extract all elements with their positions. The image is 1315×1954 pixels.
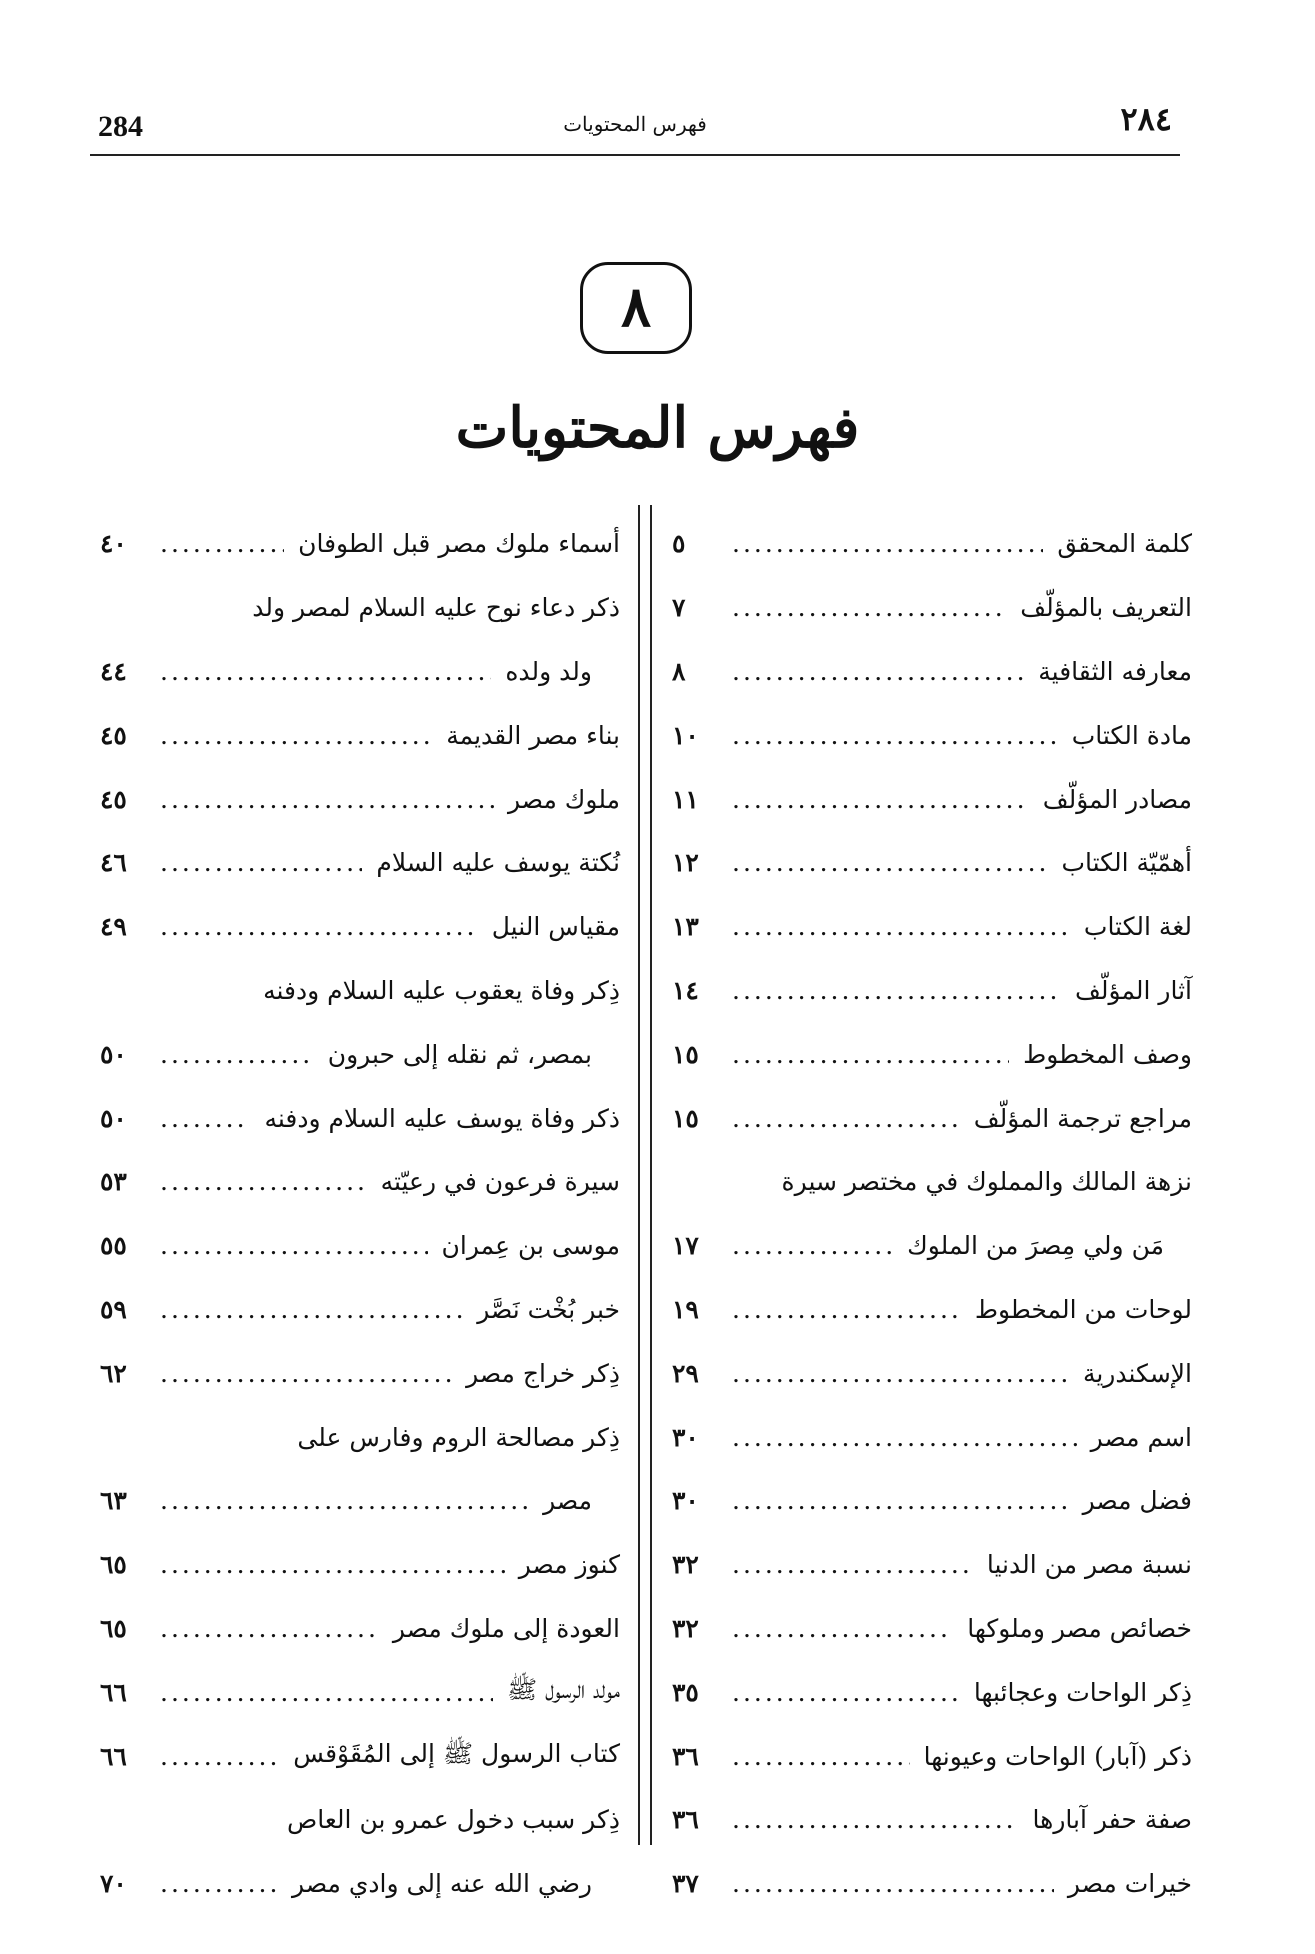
toc-entry <box>100 640 620 704</box>
toc-leader-dots <box>732 1040 1009 1069</box>
toc-leader-dots <box>732 848 1047 877</box>
toc-entry-page: ١٤ <box>672 975 699 1005</box>
toc-entry <box>672 576 1192 640</box>
toc-leader-dots <box>732 1486 1069 1515</box>
toc-entry <box>100 1341 620 1405</box>
toc-entry-page: ٣٧ <box>672 1869 699 1899</box>
toc-entry-title: ذكر وفاة يوسف عليه السلام ودفنه <box>264 1103 620 1133</box>
toc-leader-dots <box>160 721 432 750</box>
toc-entry <box>100 1724 620 1788</box>
toc-entry-title: وصف المخطوط <box>1023 1039 1192 1069</box>
toc-entry-page: ١٧ <box>672 1231 699 1261</box>
page-number-arabic: ٢٨٤ <box>1120 100 1172 138</box>
toc-entry-page: ١٥ <box>672 1039 699 1069</box>
toc-leader-dots <box>732 529 1043 558</box>
toc-entry-page: ١٢ <box>672 848 699 878</box>
toc-entry-title: موسى بن عِمران <box>441 1231 620 1261</box>
toc-entry <box>672 1469 1192 1533</box>
toc-leader-dots <box>732 593 1006 622</box>
toc-entry-page: ١٩ <box>672 1294 699 1324</box>
toc-entry-title: مادة الكتاب <box>1071 720 1192 750</box>
toc-entry-title: كنوز مصر <box>518 1550 620 1580</box>
toc-column-left <box>100 512 620 1916</box>
toc-entry-title: خبر بُخْت نَصَّر <box>477 1294 620 1324</box>
toc-entry <box>100 1660 620 1724</box>
toc-entry-title: ذكر (آبار) الواحات وعيونها <box>923 1741 1192 1771</box>
toc-entry-page: ٣٥ <box>672 1677 699 1707</box>
toc-entry <box>100 895 620 959</box>
toc-leader-dots <box>732 976 1061 1005</box>
toc-leader-dots <box>160 1614 379 1643</box>
toc-entry-page: ٣٢ <box>672 1550 699 1580</box>
toc-entry-title: لغة الكتاب <box>1083 912 1192 942</box>
toc-leader-dots <box>160 848 362 877</box>
toc-entry <box>672 959 1192 1023</box>
toc-entry <box>672 895 1192 959</box>
toc-leader-dots <box>732 1678 960 1707</box>
toc-leader-dots <box>732 1805 1019 1834</box>
column-divider <box>638 505 652 1845</box>
toc-entry-title: خيرات مصر <box>1067 1869 1192 1899</box>
toc-entry <box>672 1214 1192 1278</box>
toc-entry-page: ٤٥ <box>100 784 127 814</box>
toc-entry-page: ٦٥ <box>100 1550 127 1580</box>
toc-entry <box>100 1086 620 1150</box>
toc-entry-title: مولد الرسول ﷺ <box>506 1674 620 1704</box>
toc-entry <box>100 1278 620 1342</box>
toc-entry-page: ٦٦ <box>100 1741 127 1771</box>
toc-entry-page: ٧٠ <box>100 1869 127 1899</box>
toc-entry-page: ٥٠ <box>100 1039 127 1069</box>
toc-entry <box>100 1405 620 1469</box>
toc-entry-title: مصادر المؤلّف <box>1042 784 1192 814</box>
toc-leader-dots <box>732 1550 973 1579</box>
toc-entry-title: أسماء ملوك مصر قبل الطوفان <box>298 529 620 559</box>
toc-entry-title: التعريف بالمؤلّف <box>1020 593 1192 623</box>
toc-entry <box>100 1022 620 1086</box>
toc-entry-page: ١٠ <box>672 720 699 750</box>
toc-entry-page: ٥٥ <box>100 1231 127 1261</box>
toc-entry-page: ٤٤ <box>100 656 127 686</box>
toc-leader-dots <box>732 1104 960 1133</box>
toc-entry-title: ذِكر سبب دخول عمرو بن العاص <box>287 1805 620 1835</box>
toc-leader-dots <box>160 1359 452 1388</box>
toc-entry <box>672 1852 1192 1916</box>
toc-entry <box>672 1022 1192 1086</box>
toc-entry-title: كلمة المحقق <box>1057 529 1192 559</box>
toc-entry-title: ذِكر وفاة يعقوب عليه السلام ودفنه <box>263 975 620 1005</box>
toc-entry-page: ٥ <box>672 529 686 559</box>
toc-entry <box>672 1724 1192 1788</box>
toc-entry <box>100 1788 620 1852</box>
toc-entry <box>672 767 1192 831</box>
toc-entry-page: ٥٣ <box>100 1167 127 1197</box>
running-header <box>90 100 1180 156</box>
toc-entry-title: كتاب الرسول ﷺ إلى المُقَوْقس <box>293 1738 620 1768</box>
toc-leader-dots <box>160 1486 529 1515</box>
toc-leader-dots <box>160 1295 463 1324</box>
toc-leader-dots <box>732 912 1070 941</box>
toc-entry-page: ١٥ <box>672 1103 699 1133</box>
toc-entry <box>672 1533 1192 1597</box>
toc-leader-dots <box>160 1550 505 1579</box>
toc-entry-page: ٥٩ <box>100 1294 127 1324</box>
toc-entry-title: مقياس النيل <box>491 912 620 942</box>
toc-leader-dots <box>160 1678 493 1707</box>
toc-entry <box>672 1597 1192 1661</box>
toc-entry-title: رضي الله عنه إلى وادي مصر <box>292 1869 592 1899</box>
running-title: فهرس المحتويات <box>563 112 707 136</box>
toc-entry-title: مراجع ترجمة المؤلّف <box>973 1103 1192 1133</box>
toc-entry-page: ٦٣ <box>100 1486 127 1516</box>
toc-entry-title: ملوك مصر <box>508 784 620 814</box>
toc-entry-page: ٨ <box>672 656 686 686</box>
toc-entry-title: العودة إلى ملوك مصر <box>392 1613 620 1643</box>
toc-entry <box>100 703 620 767</box>
toc-entry-title: اسم مصر <box>1090 1422 1192 1452</box>
toc-entry <box>100 1597 620 1661</box>
toc-entry-title: بمصر، ثم نقله إلى حبرون <box>327 1039 592 1069</box>
toc-entry-title: خصائص مصر وملوكها <box>967 1613 1192 1643</box>
toc-entry <box>100 831 620 895</box>
toc-entry-page: ٣٠ <box>672 1486 699 1516</box>
toc-entry-title: الإسكندرية <box>1082 1358 1192 1388</box>
toc-entry <box>100 1469 620 1533</box>
toc-entry-page: ٤٠ <box>100 529 127 559</box>
toc-leader-dots <box>160 1231 428 1260</box>
toc-entry <box>672 703 1192 767</box>
toc-leader-dots <box>160 1742 279 1771</box>
toc-entry <box>100 576 620 640</box>
toc-leader-dots <box>732 657 1024 686</box>
toc-entry <box>672 1341 1192 1405</box>
toc-entry-title: ذِكر خراج مصر <box>466 1358 620 1388</box>
toc-leader-dots <box>732 721 1058 750</box>
toc-entry <box>100 1852 620 1916</box>
toc-entry-page: ٦٦ <box>100 1677 127 1707</box>
toc-leader-dots <box>160 1167 367 1196</box>
toc-entry-page: ٢٩ <box>672 1358 699 1388</box>
toc-entry-page: ١٣ <box>672 912 699 942</box>
toc-entry-title: ولد ولده <box>505 656 592 686</box>
toc-entry-title: ذكر دعاء نوح عليه السلام لمصر ولد <box>252 593 620 623</box>
toc-entry-page: ٤٥ <box>100 720 127 750</box>
toc-entry-page: ٦٥ <box>100 1613 127 1643</box>
toc-leader-dots <box>160 529 284 558</box>
toc-entry <box>672 1788 1192 1852</box>
toc-leader-dots <box>160 1104 250 1133</box>
toc-leader-dots <box>732 1295 961 1324</box>
toc-entry <box>672 1086 1192 1150</box>
toc-entry-title: نزهة المالك والمملوك في مختصر سيرة <box>781 1167 1192 1197</box>
chapter-number-badge: ٨ <box>580 262 692 354</box>
toc-leader-dots <box>732 1423 1077 1452</box>
toc-entry <box>672 1150 1192 1214</box>
toc-leader-dots <box>732 1231 893 1260</box>
toc-entry-page: ٣٢ <box>672 1613 699 1643</box>
toc-leader-dots <box>160 912 478 941</box>
section-title: فهرس المحتويات <box>455 395 860 461</box>
toc-entry <box>100 767 620 831</box>
toc-entry <box>672 1278 1192 1342</box>
toc-entry <box>672 1405 1192 1469</box>
toc-entry-page: ٥٠ <box>100 1103 127 1133</box>
toc-leader-dots <box>732 1359 1069 1388</box>
toc-entry-page: ٧ <box>672 593 686 623</box>
toc-entry-title: فضل مصر <box>1082 1486 1192 1516</box>
toc-leader-dots <box>160 1040 314 1069</box>
toc-entry-title: صفة حفر آبارها <box>1032 1805 1192 1835</box>
toc-entry <box>672 831 1192 895</box>
page-number-latin: 284 <box>98 110 143 143</box>
toc-entry-title: نُكتة يوسف عليه السلام <box>376 848 620 878</box>
toc-entry-title: سيرة فرعون في رعيّته <box>380 1167 620 1197</box>
toc-entry-title: ذِكر الواحات وعجائبها <box>973 1677 1192 1707</box>
toc-entry-page: ٣٦ <box>672 1805 699 1835</box>
toc-entry-page: ٤٩ <box>100 912 127 942</box>
toc-entry-title: ذِكر مصالحة الروم وفارس على <box>297 1422 620 1452</box>
toc-leader-dots <box>732 785 1029 814</box>
toc-entry-title: مصر <box>543 1486 592 1516</box>
toc-entry-title: أهمّيّة الكتاب <box>1061 848 1192 878</box>
toc-entry-page: ٣٠ <box>672 1422 699 1452</box>
toc-entry <box>100 1150 620 1214</box>
toc-leader-dots <box>160 657 491 686</box>
toc-entry-page: ١١ <box>672 784 699 814</box>
toc-entry <box>100 1533 620 1597</box>
toc-leader-dots <box>732 1869 1054 1898</box>
toc-entry-title: لوحات من المخطوط <box>974 1294 1192 1324</box>
toc-entry-title: بناء مصر القديمة <box>446 720 620 750</box>
toc-entry <box>100 512 620 576</box>
toc-entry-title: مَن ولي مِصرَ من الملوك <box>907 1231 1164 1261</box>
toc-leader-dots <box>160 1869 278 1898</box>
toc-leader-dots <box>732 1614 953 1643</box>
toc-leader-dots <box>160 785 494 814</box>
toc-entry-title: نسبة مصر من الدنيا <box>986 1550 1192 1580</box>
toc-entry-page: ٦٢ <box>100 1358 127 1388</box>
toc-entry <box>672 512 1192 576</box>
toc-column-right <box>672 512 1192 1916</box>
toc-entry <box>100 959 620 1023</box>
toc-leader-dots <box>732 1742 910 1771</box>
toc-entry <box>672 640 1192 704</box>
toc-entry-title: آثار المؤلّف <box>1075 975 1192 1005</box>
toc-entry-page: ٣٦ <box>672 1741 699 1771</box>
toc-entry-title: معارفه الثقافية <box>1038 656 1192 686</box>
toc-entry <box>672 1660 1192 1724</box>
toc-entry-page: ٤٦ <box>100 848 127 878</box>
toc-entry <box>100 1214 620 1278</box>
